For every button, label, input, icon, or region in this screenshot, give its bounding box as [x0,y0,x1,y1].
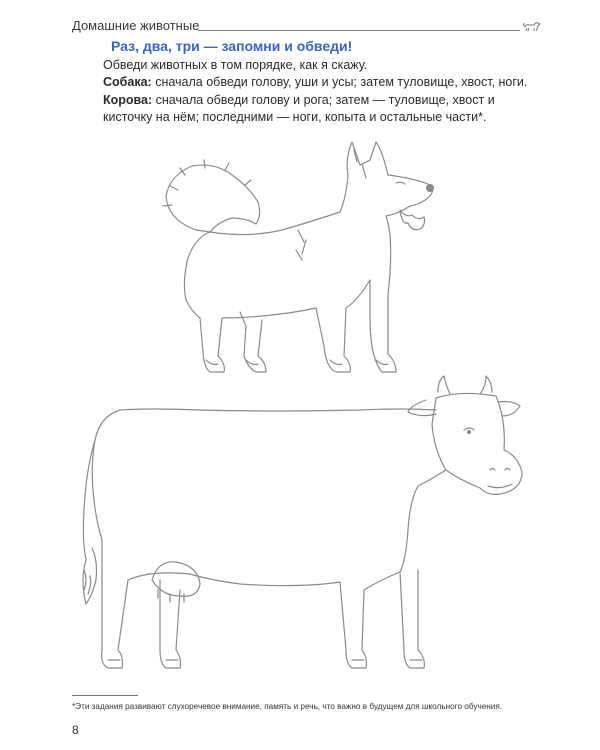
task-title: Раз, два, три — запомни и обведи! [111,38,353,54]
cow-outline [83,376,522,668]
section-title: Домашние животные [72,18,200,33]
dog-outline [163,142,434,372]
footnote: *Эти задания развивают слухоречевое внимание, память и речь, что важно в будущем для школьного обучения. [72,702,503,711]
cow-text: сначала обведи голову и рога; затем — туловище, хвост и кисточку на нём; последними — ноги, копыта и остальные части*. [103,93,495,124]
cow-label: Корова: [103,93,153,107]
dog-text: сначала обведи голову, уши и усы; затем туловище, хвост, ноги. [151,75,528,89]
instruction-text: Обведи животных в том порядке, как я скажу. [103,58,368,72]
footnote-rule [72,695,138,696]
dog-label: Собака: [103,75,152,89]
page-number: 8 [72,723,79,737]
